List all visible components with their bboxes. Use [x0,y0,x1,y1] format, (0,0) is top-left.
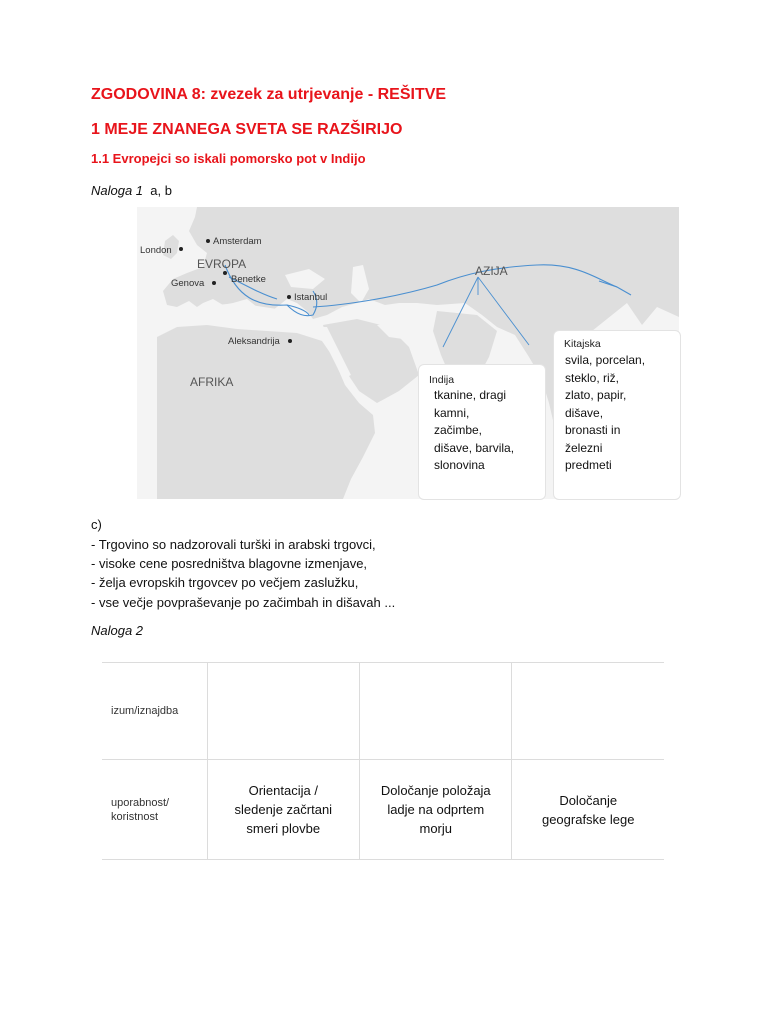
task-1-title: Naloga 1 [91,183,144,198]
kitajska-line: dišave, [565,405,604,420]
indija-line: tkanine, dragi [434,388,507,402]
row-label-line: koristnost [111,810,159,823]
marker-aleksandrija [288,339,292,343]
marker-london [179,247,183,251]
usefulness-cell-3 [512,760,664,860]
kitajska-line: bronasti in [565,423,621,437]
label-aleksandrija: Aleksandrija [228,336,280,347]
usefulness-cell-2 [360,760,512,860]
reasons-list [91,535,395,612]
indija-title: Indija [429,374,455,386]
chapter-heading: 1 MEJE ZNANEGA SVETA SE RAZŠIRIJO [91,121,403,138]
list-item: - vse večje povpraševanje po začimbah in dišavah ... [91,594,396,610]
inventions-table [102,662,664,860]
cell-line: geografske lege [541,811,635,827]
kitajska-line: železni [565,440,603,455]
label-evropa: EVROPA [197,257,247,271]
indija-answer-box [418,364,546,500]
cell-line: morju [419,821,452,836]
row-label-usefulness [102,760,207,860]
label-azija: AZIJA [475,264,508,278]
kitajska-title: Kitajska [564,338,601,350]
marker-genova [212,281,216,285]
invention-cell [512,663,664,760]
cell-line: smeri plovbe [246,821,321,836]
label-afrika: AFRIKA [190,375,234,389]
label-london: London [140,245,172,256]
row-label-line: uporabnost/ [111,796,170,809]
indija-line: dišave, barvila, [434,440,515,455]
kitajska-line: steklo, riž, [565,370,620,385]
marker-benetke [223,271,227,275]
cell-line: ladje na odprtem [387,802,485,817]
cell-line: sledenje začrtani [234,802,333,817]
invention-cell [207,663,360,760]
indija-goods [434,387,514,475]
indija-line: začimbe, [434,423,483,437]
task-1-label [91,183,172,198]
kitajska-goods [565,352,645,475]
indija-line: slonovina [434,458,485,472]
table-row [102,760,664,860]
page-title: ZGODOVINA 8: zvezek za utrjevanje - REŠITVE [91,86,447,103]
cell-line: Določanje položaja [380,783,491,798]
section-heading: 1.1 Evropejci so iskali pomorsko pot v Indijo [91,151,366,166]
label-benetke: Benetke [231,274,266,285]
cell-line: Določanje [559,792,618,808]
row-label-invention: izum/iznajdba [102,663,207,760]
list-item: - Trgovino so nadzorovali turški in arabski trgovci, [91,537,376,552]
kitajska-line: predmeti [565,458,612,472]
label-genova: Genova [171,278,205,289]
list-item: - želja evropskih trgovcev po večjem zaslužku, [91,575,359,591]
indija-line: kamni, [434,405,470,420]
list-item: - visoke cene posredništva blagovne izmenjave, [91,556,368,572]
marker-istanbul [287,295,291,299]
kitajska-answer-box [553,330,681,500]
table-row [102,663,664,760]
marker-amsterdam [206,239,210,243]
cell-line: Orientacija / [248,783,318,798]
task-1-parts: a, b [150,183,172,198]
label-amsterdam: Amsterdam [213,236,262,247]
label-istanbul: Istanbul [294,292,328,303]
task-2-label: Naloga 2 [91,623,144,638]
task-1c-label: c) [91,517,102,532]
kitajska-line: svila, porcelan, [565,353,646,367]
kitajska-line: zlato, papir, [565,388,627,402]
usefulness-cell-1 [207,760,360,860]
invention-cell [360,663,512,760]
